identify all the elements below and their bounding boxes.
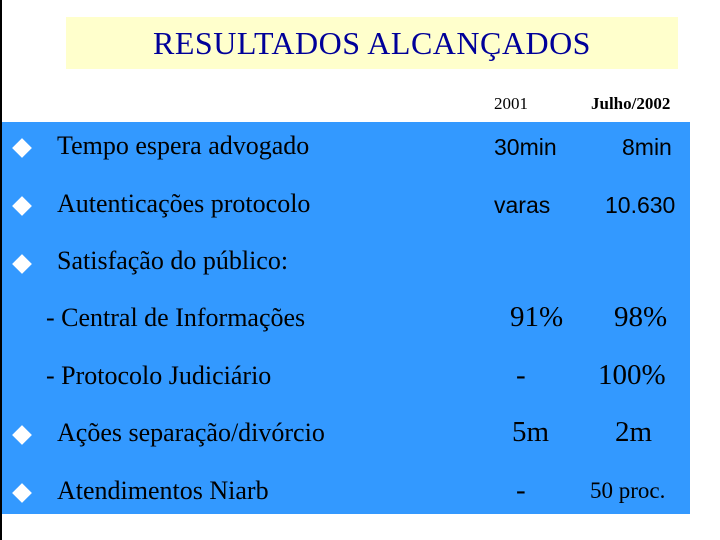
column-header-2001: 2001: [494, 94, 528, 113]
value-2001-tempo-espera: 30min: [494, 134, 557, 160]
value-2002-tempo-espera: 8min: [622, 134, 672, 160]
row-label-autenticacoes: Autenticações protocolo: [57, 189, 311, 218]
slide-title: RESULTADOS ALCANÇADOS: [66, 17, 678, 69]
row-label-tempo-espera: Tempo espera advogado: [57, 131, 310, 160]
value-2001-protocolo-judiciario: -: [516, 359, 526, 391]
value-2002-protocolo-judiciario: 100%: [598, 359, 666, 391]
value-2001-acoes-separacao: 5m: [512, 416, 550, 448]
row-label-atendimentos-niarb: Atendimentos Niarb: [57, 476, 269, 505]
column-header-julho-2002: Julho/2002: [591, 94, 671, 113]
row-label-central-informacoes: - Central de Informações: [46, 303, 306, 332]
row-label-satisfacao: Satisfação do público:: [57, 246, 289, 275]
value-2001-central-informacoes: 91%: [510, 301, 564, 333]
value-2002-atendimentos-niarb: 50 proc.: [590, 478, 666, 503]
value-2002-acoes-separacao: 2m: [615, 416, 653, 448]
row-label-acoes-separacao: Ações separação/divórcio: [57, 418, 325, 447]
value-2001-autenticacoes: varas: [494, 192, 551, 218]
value-2002-autenticacoes: 10.630: [605, 192, 676, 218]
value-2002-central-informacoes: 98%: [614, 301, 668, 333]
row-label-protocolo-judiciario: - Protocolo Judiciário: [46, 361, 272, 390]
value-2001-atendimentos-niarb: -: [516, 474, 526, 506]
